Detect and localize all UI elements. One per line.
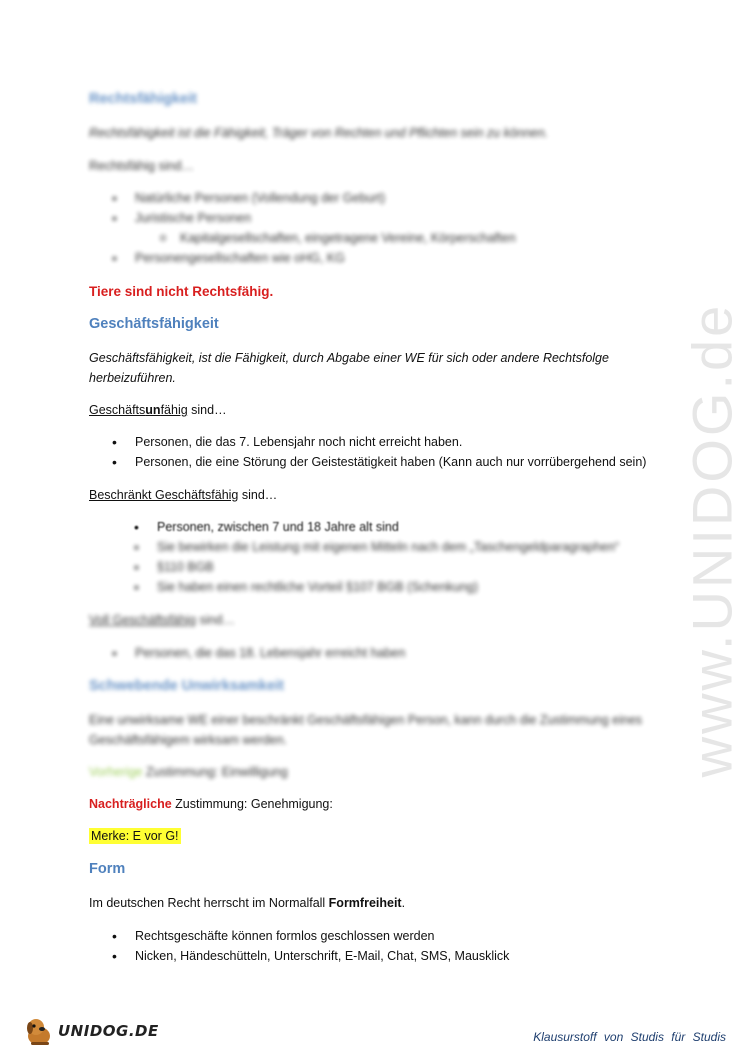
label-part: fähig [160,403,188,417]
list-rechtsfaehig [110,188,516,268]
heading-rechtsfaehigkeit: Rechtsfähigkeit [89,91,197,107]
list-item: • Juristische Personen [110,208,516,228]
label-beschraenkt [89,485,277,505]
text-schwebend-1: Eine unwirksame WE einer beschränkt Geschäftsfähigen Person, kann durch die Zustimmung eines [89,713,643,727]
label-part: Beschränkt Geschäftsfähig [89,488,239,502]
list-item: • Personen, die das 18. Lebensjahr erreicht haben [110,643,405,663]
footer-tagline: Klausurstoff von Studis für Studis [533,1030,726,1044]
logo-text: UNIDOG.DE [58,1022,159,1040]
nachtraeglich-word: Nachträgliche [89,797,172,811]
note-tiere: Tiere sind nicht Rechtsfähig. [89,284,274,299]
label-suffix: sind… [196,613,235,627]
heading-geschaeftsfaehigkeit: Geschäftsfähigkeit [89,316,219,332]
heading-form: Form [89,861,126,877]
label-part: Geschäfts [89,403,146,417]
label-suffix: sind… [187,403,227,417]
list-item: • Nicken, Händeschütteln, Unterschrift, E-Mail, Chat, SMS, Mausklick [110,946,509,966]
definition-line-1: Geschäftsfähigkeit, ist die Fähigkeit, durch Abgabe einer WE für sich oder andere Rechtsfolge [89,351,609,365]
list-item: • Sie haben einen rechtliche Vorteil §107 BGB (Schenkung) [132,577,619,597]
vorherige-zustimmung [89,762,288,782]
list-subitem: o Kapitalgesellschaften, eingetragene Vereine, Körperschaften [110,228,516,248]
heading-schwebend: Schwebende Unwirksamkeit [89,678,285,694]
vorherige-rest: Zustimmung: Einwilligung [142,765,288,779]
form-text-pre: Im deutschen Recht herrscht im Normalfall [89,896,329,910]
label-suffix: sind… [238,488,278,502]
list-item: • Personen, die das 7. Lebensjahr noch nicht erreicht haben. [110,432,646,452]
list-item: • Natürliche Personen (Vollendung der Geburt) [110,188,516,208]
form-text-bold: Formfreiheit [328,896,402,910]
label-part-bold: un [145,403,161,417]
list-voll [110,643,405,663]
watermark: www.UNIDOG.de [680,302,744,778]
form-text-post: . [401,896,406,910]
definition-line-2: herbeizuführen. [89,371,176,385]
nachtraeglich-rest: Zustimmung: Genehmigung: [171,797,333,811]
list-item-continuation [132,557,619,577]
label-part: Voll Geschäftsfähig [89,613,197,627]
list-item: • Personen, zwischen 7 und 18 Jahre alt sind [132,517,619,537]
definition-rechtsfaehigkeit: Rechtsfähigkeit ist die Fähigkeit, Träger von Rechten und Pflichten sein zu können. [89,126,549,140]
list-geschaeftsunfaehig [110,432,646,472]
list-item: • Personengesellschaften wie oHG, KG [110,248,516,268]
text-schwebend-2: Geschäftsfähigem wirksam werden. [89,733,287,747]
merke [89,826,181,846]
vorherige-word: Vorherige [89,765,143,779]
continuation-text: §110 BGB [157,560,214,574]
list-beschraenkt [132,517,619,597]
merke-highlight: Merke: E vor G! [91,829,179,843]
nachtraegliche-zustimmung [89,794,333,814]
label-geschaeftsunfaehig [89,400,227,420]
list-item: • Rechtsgeschäfte können formlos geschlossen werden [110,926,509,946]
label-voll [89,610,235,630]
list-form [110,926,509,966]
list-item: • Sie bewirken die Leistung mit eigenen Mitteln nach dem „Taschengeldparagraphen“ [132,537,619,557]
text-form [89,893,405,913]
intro-rechtsfaehig: Rechtsfähig sind… [89,159,194,173]
list-item: • Personen, die eine Störung der Geistestätigkeit haben (Kann auch nur vorrübergehend sein) [110,452,646,472]
unidog-logo [22,1013,159,1049]
dog-icon [22,1014,56,1048]
